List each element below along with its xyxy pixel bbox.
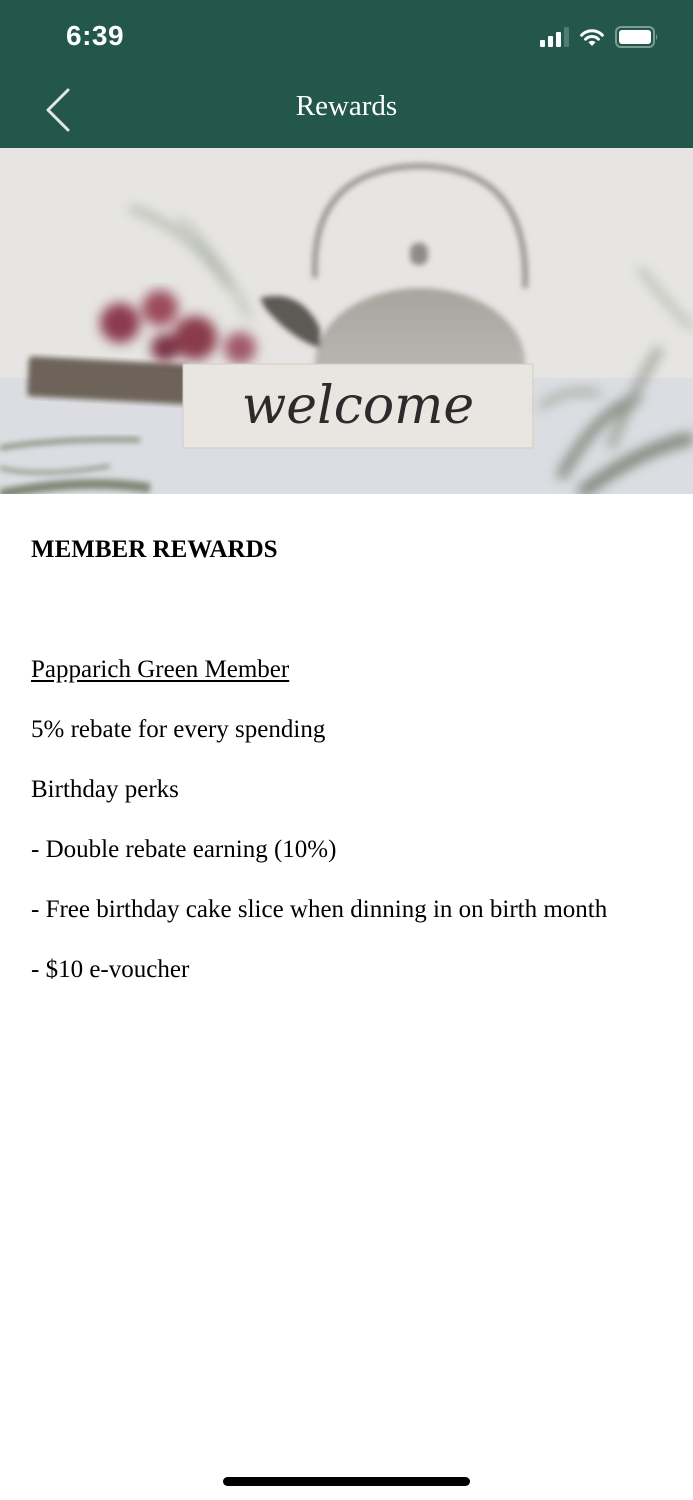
reward-line: - $10 e-voucher	[31, 956, 190, 983]
status-icons	[540, 26, 659, 48]
reward-line: - Double rebate earning (10%)	[31, 836, 337, 863]
reward-line: 5% rebate for every spending	[31, 716, 326, 743]
svg-text:welcome: welcome	[241, 376, 475, 436]
welcome-photo	[0, 148, 693, 494]
app-header	[0, 0, 693, 148]
page-title: Rewards	[295, 90, 398, 122]
status-time: 6:39	[66, 20, 125, 51]
home-indicator[interactable]	[223, 1477, 470, 1486]
battery-icon	[615, 26, 659, 48]
reward-line: Birthday perks	[31, 776, 179, 803]
reward-line: - Free birthday cake slice when dinning in on birth month	[31, 896, 608, 923]
section-heading: MEMBER REWARDS	[31, 536, 278, 563]
wifi-icon	[579, 27, 605, 47]
tier-name: Papparich Green Member	[31, 656, 290, 683]
cellular-signal-icon	[540, 27, 569, 47]
welcome-banner-image	[0, 148, 693, 494]
